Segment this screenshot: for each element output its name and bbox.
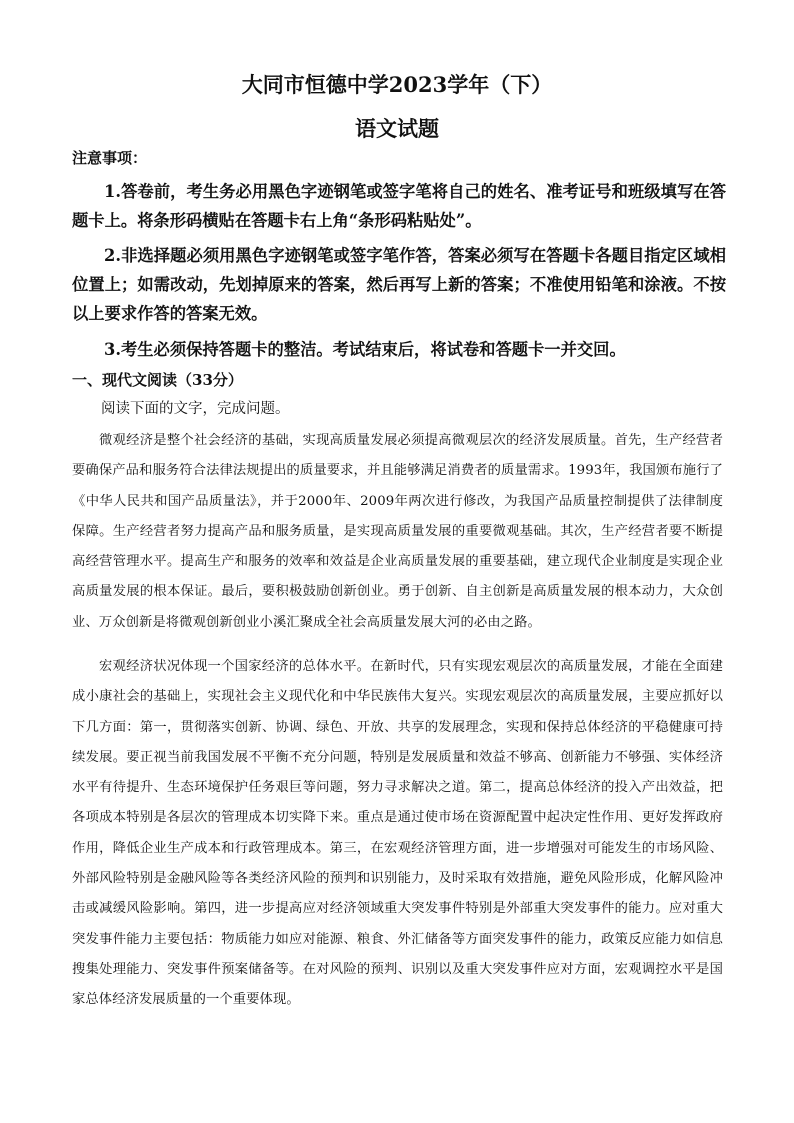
school-title: 大同市恒德中学2023学年（下）: [241, 72, 553, 97]
subject-title: 语文试题: [355, 116, 439, 141]
notice-heading: 注意事项：: [72, 149, 148, 167]
reading-instruction: 阅读下面的文字，完成问题。: [101, 401, 290, 417]
section-heading: 一、现代文阅读（33分）: [72, 371, 243, 389]
notice-item-2: 2.非选择题必须用黑色字迹钢笔或签字笔作答，答案必须写在答题卡各题目指定区域相位置上；如需改动，先划掉原来的答案，然后再写上新的答案；不准使用铅笔和涂液。不按以上要求作答的答案无效。: [72, 246, 726, 323]
notice-item-3: 3.考生必须保持答题卡的整洁。考试结束后，将试卷和答题卡一并交回。: [104, 340, 626, 359]
article-paragraph-1: 微观经济是整个社会经济的基础，实现高质量发展必须提高微观层次的经济发展质量。首先，生产经营者要确保产品和服务符合法律法规提出的质量要求，并且能够满足消费者的质量需求。1993年，我国颁布施行了《中华人民共和国产品质量法》，并于2000年、2009年两次进行修改，为我国产品质量控制提供了法律制度保障。生产经营者努力提高产品和服务质量，是实现高质量发展的重要微观基础。其次，生产经营者要不断提高经营管理水平。提高生产和服务的效率和效益是企业高质量发展的重要基础，建立现代企业制度是实现企业高质量发展的根本保证。最后，要积极鼓励创新创业。勇于创新、自主创新是高质量发展的根本动力，大众创业、万众创新是将微观创新创业小溪汇聚成全社会高质量发展大河的必由之路。: [72, 433, 723, 630]
article-paragraph-2: 宏观经济状况体现一个国家经济的总体水平。在新时代，只有实现宏观层次的高质量发展，才能在全面建成小康社会的基础上，实现社会主义现代化和中华民族伟大复兴。实现宏观层次的高质量发展，主要应抓好以下几方面：第一，贯彻落实创新、协调、绿色、开放、共享的发展理念，实现和保持总体经济的平稳健康可持续发展。要正视当前我国发展不平衡不充分问题，特别是发展质量和效益不够高、创新能力不够强、实体经济水平有待提升、生态环境保护任务艰巨等问题，努力寻求解决之道。第二，提高总体经济的投入产出效益，把各项成本特别是各层次的管理成本切实降下来。重点是通过使市场在资源配置中起决定性作用、更好发挥政府作用，降低企业生产成本和行政管理成本。第三，在宏观经济管理方面，进一步增强对可能发生的市场风险、外部风险特别是金融风险等各类经济风险的预判和识别能力，及时采取有效措施，避免风险形成，化解风险冲击或减缓风险影响。第四，进一步提高应对经济领域重大突发事件特别是外部重大突发事件的能力。应对重大突发事件能力主要包括：物质能力如应对能源、粮食、外汇储备等方面突发事件的能力，政策反应能力如信息搜集处理能力、突发事件预案储备等。在对风险的预判、识别以及重大突发事件应对方面，宏观调控水平是国家总体经济发展质量的一个重要体现。: [72, 659, 723, 1008]
notice-item-1: 1.答卷前，考生务必用黑色字迹钢笔或签字笔将自己的姓名、准考证号和班级填写在答题卡上。将条形码横贴在答题卡右上角“条形码粘贴处”。: [72, 182, 726, 230]
